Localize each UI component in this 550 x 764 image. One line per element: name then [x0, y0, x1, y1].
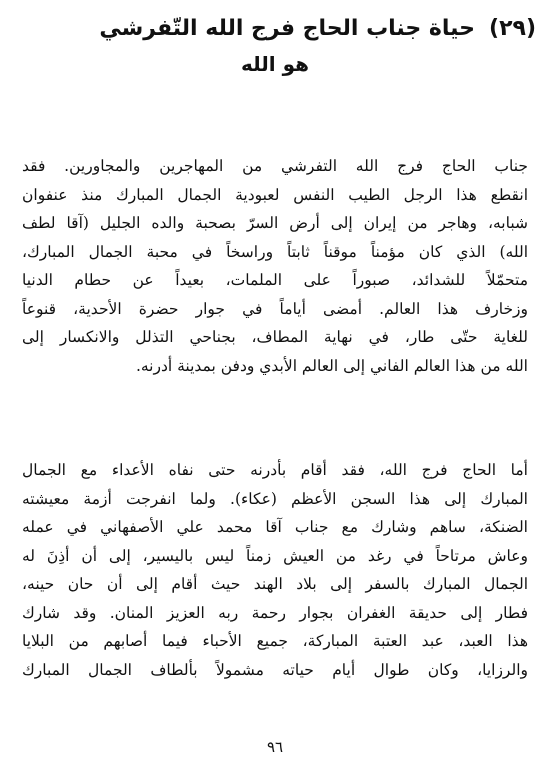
text-line: وعاش مرتاحاً في رغد من العيش زمناً ليس باليسير، إلى أن أذِنَ له	[22, 546, 528, 565]
chapter-number: (٢٩)	[489, 15, 536, 41]
invocation: هو الله	[240, 52, 310, 76]
text-line: فطار إلى حديقة الغفران بجوار رحمة ربه العزيز المنان. وقد شارك	[22, 603, 528, 622]
paragraph-2	[22, 456, 528, 684]
chapter-heading	[14, 6, 536, 50]
text-line: للغاية حتّى طار، في نهاية المطاف، بجناحي التذلل والانكسار إلى	[22, 328, 528, 346]
text-line: الجمال المبارك بالسفر إلى بلاد الهند حيث أقام إلى أن حان حينه،	[22, 575, 528, 593]
text-line: هذا العبد، عبد العتبة المباركة، جميع الأحباء فيما أصابهم من البلايا	[22, 632, 528, 650]
text-line: الله) الذي كان مؤمناً موقناً ثابتاً وراسخاً في محبة الجمال المبارك،	[22, 242, 528, 261]
text-line: الضنكة، ساهم وشارك مع جناب آقا محمد علي الأصفهاني في عمله	[22, 518, 528, 536]
text-line: الله من هذا العالم الفاني إلى العالم الأبدي ودفن بمدينة أدرنه.	[135, 356, 528, 375]
paragraph-1	[22, 152, 528, 380]
text-line: انقطع هذا الرجل الطيب النفس لعبودية الجمال المبارك منذ عنفوان	[22, 185, 528, 204]
text-line: وزخارف هذا العالم. أمضى أياماً في جوار حضرة الأحدية، قنوعاً	[22, 299, 528, 318]
text-line: أما الحاج فرج الله، فقد أقام بأدرنه حتى نفاه الأعداء مع الجمال	[22, 461, 528, 479]
text-line: شبابه، وهاجر من إيران إلى أرض السرّ بصحبة والده الجليل (آقا لطف	[22, 214, 528, 232]
text-line: والرزايا، وكان طوال أيام حياته مشمولاً بألطاف الجمال المبارك	[22, 660, 528, 679]
chapter-title: حياة جناب الحاج فرج الله التّفرشي	[99, 15, 476, 41]
page-number: ٩٦	[266, 738, 284, 756]
text-line: جناب الحاج فرج الله التفرشي من المهاجرين والمجاورين. فقد	[22, 157, 528, 175]
text-line: المبارك إلى هذا السجن الأعظم (عكاء). ولما انفرجت أزمة معيشته	[22, 489, 528, 508]
text-line: متحمّلاً للشدائد، صبوراً على الملمات، بعيداً عن حطام الدنيا	[22, 271, 528, 289]
